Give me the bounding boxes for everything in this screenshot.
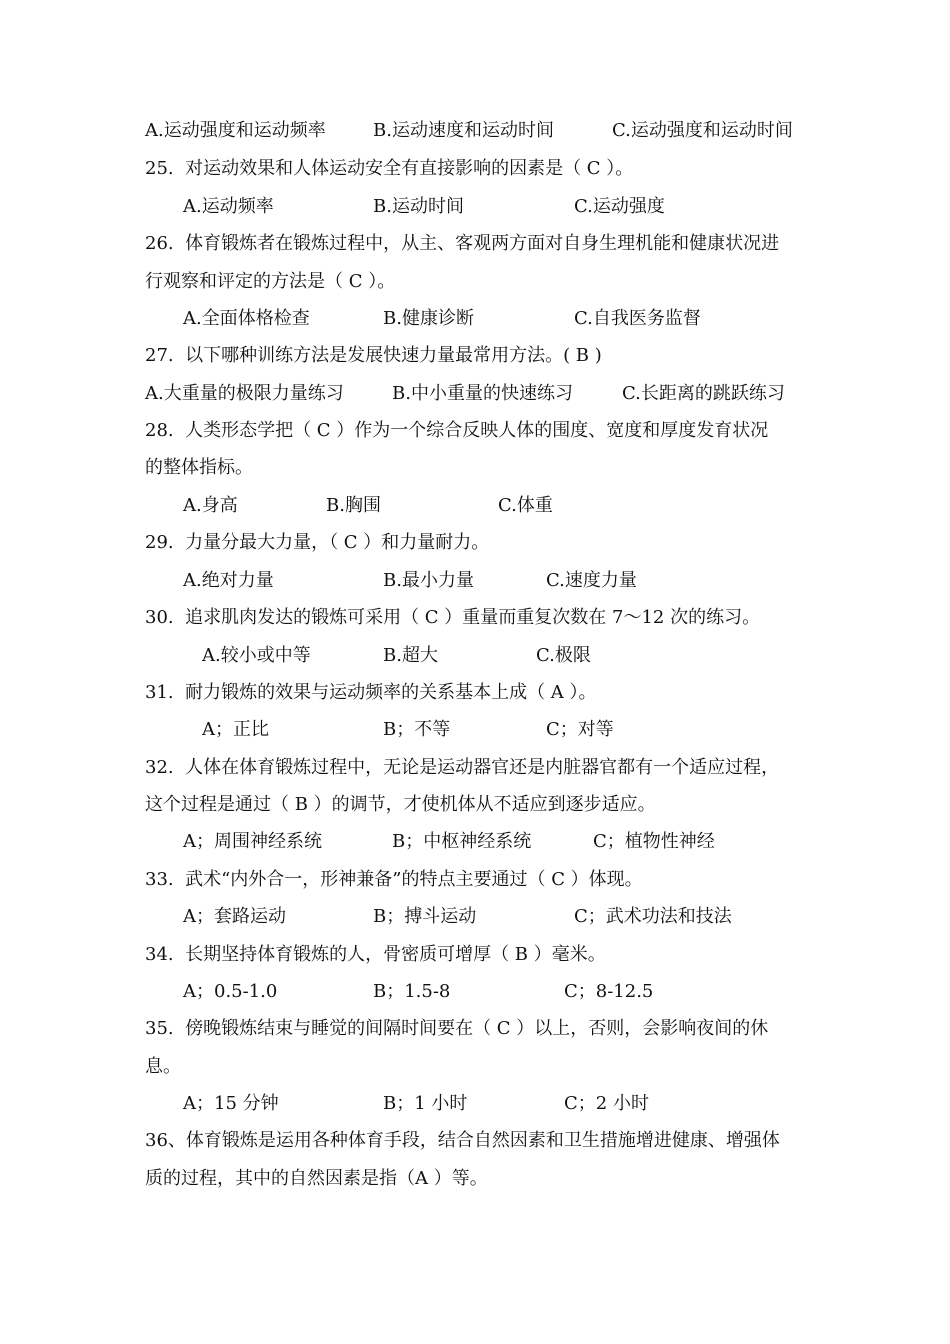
q27-option-a: A.大重量的极限力量练习 [145, 383, 344, 404]
q27-option-b: B.中小重量的快速练习 [392, 383, 573, 404]
q30-option-b: B.超大 [383, 645, 438, 666]
q26-stem-line-1: 26. 体育锻炼者在锻炼过程中，从主、客观两方面对自身生理机能和健康状况进 [145, 233, 780, 254]
q34-option-c: C；8-12.5 [564, 981, 654, 1002]
q36-stem-line-1: 36、体育锻炼是运用各种体育手段，结合自然因素和卫生措施增进健康、增强体 [145, 1130, 780, 1151]
q33-option-a: A；套路运动 [183, 906, 286, 927]
q32-option-c: C；植物性神经 [593, 831, 715, 852]
q28-stem-line-2: 的整体指标。 [145, 457, 253, 478]
q25-stem: 25. 对运动效果和人体运动安全有直接影响的因素是（ C ）。 [145, 158, 634, 179]
q28-stem-line-1: 28. 人类形态学把（ C ）作为一个综合反映人体的围度、宽度和厚度发育状况 [145, 420, 769, 441]
q30-option-a: A.较小或中等 [202, 645, 311, 666]
q31-option-c: C；对等 [546, 719, 614, 740]
q34-option-a: A；0.5-1.0 [183, 981, 278, 1002]
q35-stem-line-2: 息。 [145, 1056, 181, 1077]
q35-option-a: A；15 分钟 [183, 1093, 279, 1114]
q35-stem-line-1: 35. 傍晚锻炼结束与睡觉的间隔时间要在（ C ）以上，否则，会影响夜间的休 [145, 1018, 769, 1039]
q27-stem: 27. 以下哪种训练方法是发展快速力量最常用方法。( B ) [145, 345, 602, 366]
q25-option-a: A.运动频率 [183, 196, 274, 217]
q29-stem: 29. 力量分最大力量，（ C ）和力量耐力。 [145, 532, 490, 553]
q33-stem: 33. 武术“内外合一，形神兼备”的特点主要通过（ C ）体现。 [145, 869, 643, 890]
q26-option-a: A.全面体格检查 [183, 308, 310, 329]
q32-option-a: A；周围神经系统 [183, 831, 322, 852]
q29-option-b: B.最小力量 [383, 570, 474, 591]
q29-option-a: A.绝对力量 [183, 570, 274, 591]
q32-option-b: B；中枢神经系统 [392, 831, 532, 852]
q31-option-a: A；正比 [202, 719, 269, 740]
q34-option-b: B；1.5-8 [373, 981, 451, 1002]
q31-option-b: B；不等 [383, 719, 451, 740]
q33-option-c: C；武术功法和技法 [574, 906, 732, 927]
q28-option-b: B.胸围 [326, 495, 381, 516]
q30-option-c: C.极限 [536, 645, 591, 666]
q31-stem: 31. 耐力锻炼的效果与运动频率的关系基本上成（ A ）。 [145, 682, 597, 703]
q27-option-c: C.长距离的跳跃练习 [622, 383, 785, 404]
q34-stem: 34. 长期坚持体育锻炼的人，骨密质可增厚（ B ）毫米。 [145, 944, 606, 965]
q24-option-a: A.运动强度和运动频率 [145, 120, 326, 141]
q33-option-b: B；搏斗运动 [373, 906, 477, 927]
q28-option-c: C.体重 [498, 495, 553, 516]
q26-option-c: C.自我医务监督 [574, 308, 701, 329]
q36-stem-line-2: 质的过程，其中的自然因素是指（A ）等。 [145, 1168, 488, 1189]
q25-option-b: B.运动时间 [373, 196, 464, 217]
q35-option-c: C；2 小时 [564, 1093, 649, 1114]
q29-option-c: C.速度力量 [546, 570, 637, 591]
q26-stem-line-2: 行观察和评定的方法是（ C ）。 [145, 271, 396, 292]
q30-stem: 30. 追求肌肉发达的锻炼可采用（ C ）重量而重复次数在 7～12 次的练习。 [145, 607, 761, 628]
q32-stem-line-2: 这个过程是通过（ B ）的调节，才使机体从不适应到逐步适应。 [145, 794, 656, 815]
q28-option-a: A.身高 [183, 495, 238, 516]
q26-option-b: B.健康诊断 [383, 308, 474, 329]
q24-option-b: B.运动速度和运动时间 [373, 120, 554, 141]
q32-stem-line-1: 32. 人体在体育锻炼过程中，无论是运动器官还是内脏器官都有一个适应过程， [145, 757, 780, 778]
q25-option-c: C.运动强度 [574, 196, 665, 217]
q35-option-b: B；1 小时 [383, 1093, 468, 1114]
q24-option-c: C.运动强度和运动时间 [612, 120, 793, 141]
